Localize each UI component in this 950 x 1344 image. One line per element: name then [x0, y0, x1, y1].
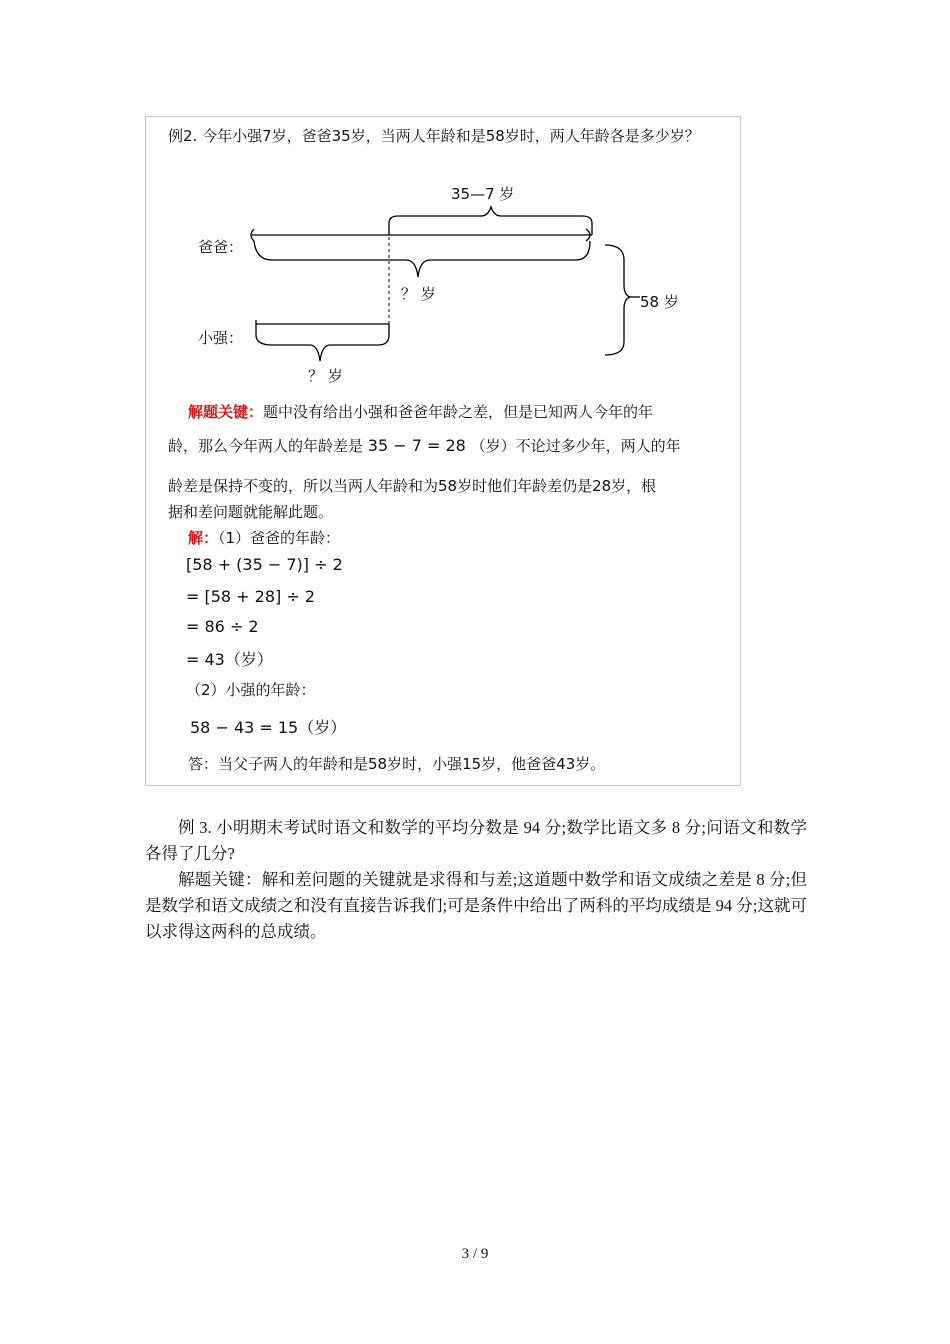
xiaoqiang-label: 小强： — [198, 329, 244, 347]
difference-label: 35—7 岁 — [451, 185, 515, 203]
solution-step-3: = 86 ÷ 2 — [186, 617, 259, 636]
father-age-label: ？ 岁 — [401, 285, 436, 303]
example2-question: 例2. 今年小强7岁，爸爸35岁，当两人年龄和是58岁时，两人年龄各是多少岁？ — [168, 127, 700, 145]
key-text-1: 题中没有给出小强和爸爸年龄之差，但是已知两人今年的年 — [263, 403, 654, 421]
example3-question: 例 3. 小明期末考试时语文和数学的平均分数是 94 分;数学比语文多 8 分;问语文和数学各得了几分? — [145, 818, 807, 863]
xiaoqiang-brace — [256, 320, 389, 361]
line-segment-diagram — [146, 117, 742, 397]
key-text-2-math: 35 − 7 = 28 — [367, 436, 466, 455]
example2-figure — [145, 116, 741, 786]
solution-step-4: = 43（岁） — [186, 650, 273, 669]
key-text-2a: 龄，那么今年两人的年龄差是 — [168, 437, 364, 455]
key-text-2b: （岁）不论过多少年，两人的年 — [470, 437, 681, 455]
solution-answer: 答：当父子两人的年龄和是58岁时，小强15岁，他爸爸43岁。 — [188, 755, 606, 773]
total-brace — [605, 245, 630, 355]
solution-part-1 — [188, 527, 340, 548]
example3-key: 解题关键：解和差问题的关键就是求得和与差;这道题中数学和语文成绩之差是 8 分;但是数学和语文成绩之和没有直接告诉我们;可是条件中给出了两科的平均成绩是 94 分;这就可以求得这两科的总成绩。 — [145, 870, 807, 941]
solution-part-2: （2）小强的年龄： — [186, 681, 316, 699]
difference-brace — [389, 207, 592, 235]
father-age-brace — [254, 241, 590, 277]
solution-label: 解： — [188, 529, 219, 547]
solution-step-1: [58 + (35 − 7)] ÷ 2 — [186, 555, 343, 574]
key-line-1 — [188, 401, 653, 422]
xiaoqiang-age-label: ？ 岁 — [308, 367, 343, 385]
solution-step-5: 58 − 43 = 15（岁） — [190, 718, 347, 737]
father-label: 爸爸： — [198, 238, 244, 256]
key-line-4: 据和差问题就能解此题。 — [168, 503, 334, 521]
total-label: 58 岁 — [640, 293, 679, 311]
key-line-2 — [168, 435, 681, 456]
example3-section — [145, 815, 807, 945]
solution-step-2: = [58 + 28] ÷ 2 — [186, 587, 316, 606]
key-label: 解题关键： — [188, 403, 264, 421]
key-line-3: 龄差是保持不变的，所以当两人年龄和为58岁时他们年龄差仍是28岁，根 — [168, 477, 657, 495]
solution-part-1-text: （1）爸爸的年龄： — [218, 529, 341, 547]
page-number: 3 / 9 — [461, 1246, 489, 1262]
